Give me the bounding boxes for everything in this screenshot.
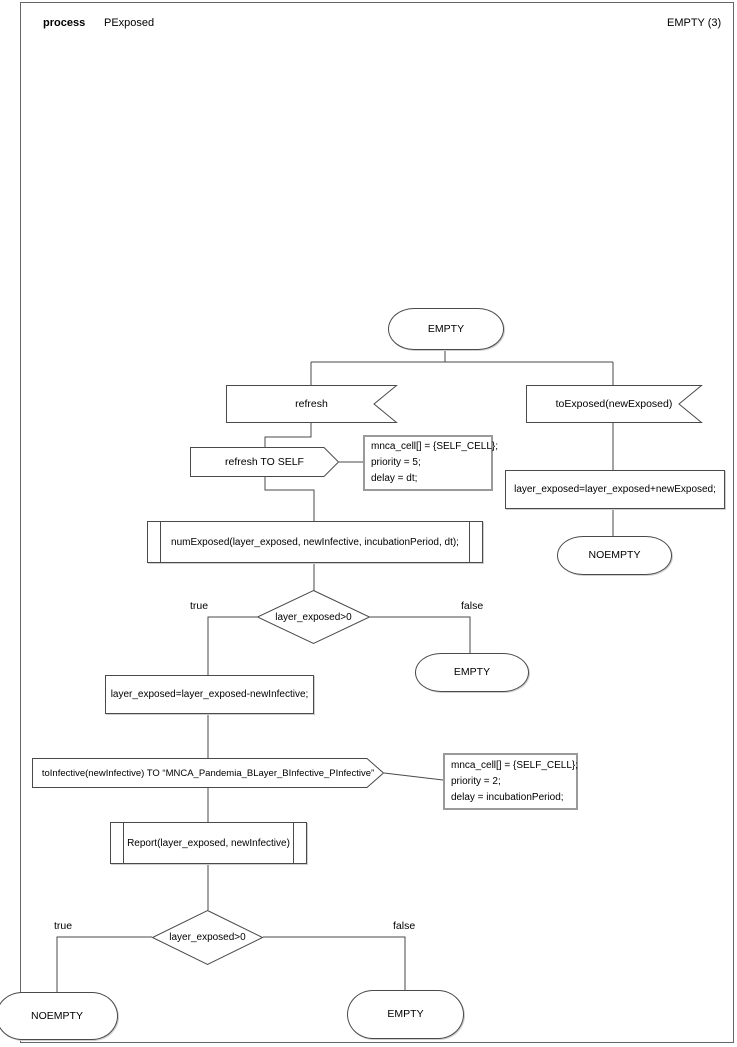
- comment-line: mnca_cell[] = {SELF_CELL};: [371, 441, 499, 452]
- branch-label-false: false: [461, 600, 484, 612]
- decision-label: layer_exposed>0: [275, 611, 352, 623]
- false-branch-line: [263, 937, 405, 990]
- comment-line: delay = incubationPeriod;: [451, 791, 564, 803]
- decision-label: layer_exposed>0: [169, 932, 246, 943]
- signal-label: toExposed(newExposed): [555, 397, 673, 410]
- procedure-side-line: [160, 522, 161, 562]
- comment-infective-params[interactable]: [443, 753, 578, 810]
- signal-output-to-infective[interactable]: [32, 758, 384, 788]
- comment-refresh-params[interactable]: [363, 435, 499, 491]
- task-label: layer_exposed=layer_exposed+newExposed;: [514, 484, 716, 495]
- state-noempty-bottom[interactable]: [0, 992, 118, 1040]
- decision-layer-exposed-1[interactable]: [257, 590, 370, 644]
- state-label: EMPTY: [453, 666, 491, 678]
- connector-line: [265, 423, 311, 447]
- signal-label: refresh TO SELF: [225, 455, 304, 468]
- task-label: layer_exposed=layer_exposed-newInfective;: [110, 689, 309, 700]
- decision-layer-exposed-2[interactable]: [152, 910, 263, 965]
- state-empty-start[interactable]: [388, 308, 504, 350]
- procedure-label: Report(layer_exposed, newInfective): [127, 837, 290, 849]
- state-empty-bottom[interactable]: [347, 990, 464, 1039]
- task-add-exposed[interactable]: [505, 470, 725, 509]
- comment-line: priority = 2;: [451, 775, 501, 787]
- state-empty-mid[interactable]: [415, 653, 529, 692]
- comment-link-line: [384, 773, 443, 780]
- page-label: EMPTY (3): [667, 17, 722, 29]
- false-branch-line: [370, 617, 470, 653]
- signal-output-refresh-to-self[interactable]: [190, 447, 339, 477]
- procedure-side-line: [123, 823, 124, 863]
- signal-label: toInfective(newInfective) TO “MNCA_Pandemia_BLayer_BInfective_PInfective”: [41, 767, 375, 779]
- task-subtract-infective[interactable]: [105, 675, 314, 714]
- state-label: NOEMPTY: [31, 1009, 83, 1022]
- signal-input-to-exposed[interactable]: [526, 385, 702, 423]
- connector-line: [265, 477, 314, 521]
- procedure-side-line: [293, 823, 294, 863]
- state-label: NOEMPTY: [588, 549, 641, 561]
- true-branch-line: [57, 937, 152, 992]
- branch-label-true: true: [54, 920, 73, 932]
- process-name: PExposed: [104, 17, 155, 29]
- state-label: EMPTY: [427, 322, 465, 335]
- procedure-label: numExposed(layer_exposed, newInfective, incubationPeriod, dt);: [171, 536, 459, 548]
- comment-line: delay = dt;: [371, 473, 418, 484]
- procedure-side-line: [469, 522, 470, 562]
- comment-text: [365, 439, 498, 487]
- branch-label-false: false: [393, 920, 416, 932]
- state-label: EMPTY: [387, 1008, 424, 1020]
- branch-label-true: true: [190, 600, 209, 612]
- signal-input-refresh[interactable]: [226, 385, 397, 423]
- procedure-num-exposed[interactable]: [147, 521, 483, 563]
- signal-label: refresh: [295, 397, 328, 410]
- comment-line: mnca_cell[] = {SELF_CELL};: [451, 759, 579, 771]
- procedure-report[interactable]: [110, 822, 307, 864]
- comment-line: priority = 5;: [371, 457, 421, 468]
- state-noempty-right[interactable]: [557, 536, 672, 575]
- true-branch-line: [208, 617, 257, 675]
- comment-text: [445, 758, 578, 806]
- process-keyword: process: [43, 17, 86, 29]
